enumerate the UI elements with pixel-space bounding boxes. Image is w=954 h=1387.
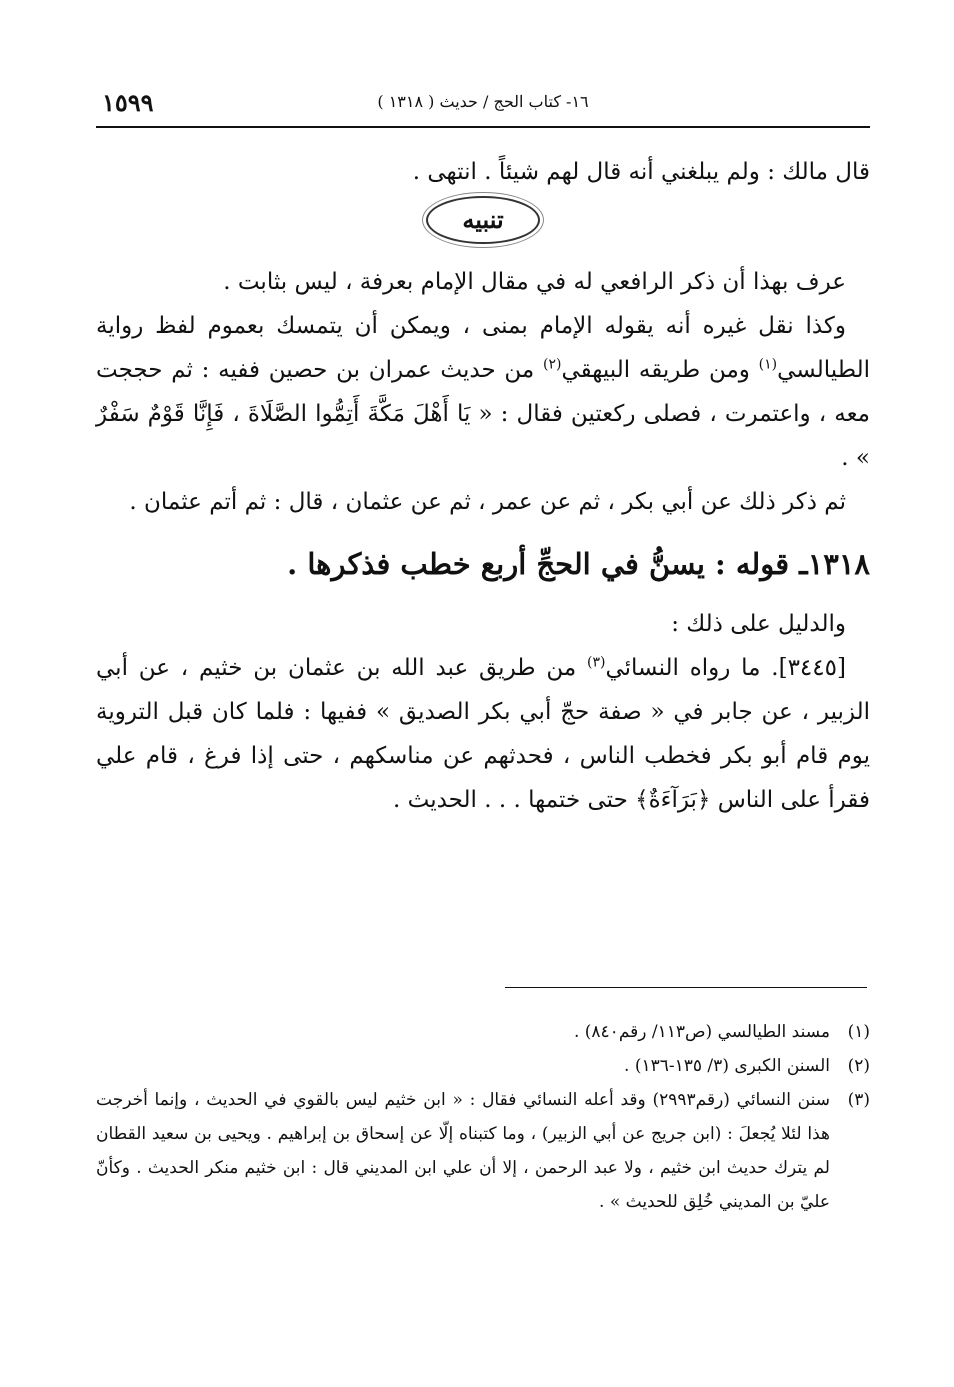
paragraph-text: من حديث عمران بن حصين ففيه : ثم حججت معه ، واعتمرت ، فصلى ركعتين فقال : « يَا أَهْلَ مَكَّةَ أَتِمُّوا الصَّلَاةَ ، فَإِنَّا قَوْمٌ سَفْرٌ » . bbox=[96, 357, 870, 471]
footnote-divider bbox=[505, 987, 867, 988]
footnote-3 bbox=[96, 1083, 870, 1219]
footnote-ref-1: (١) bbox=[758, 356, 778, 373]
notice-paragraph: عرف بهذا أن ذكر الرافعي له في مقال الإمام بعرفة ، ليس بثابت . bbox=[223, 269, 846, 295]
footnote-number: (٢) bbox=[847, 1056, 870, 1076]
section-heading: ١٣١٨ـ قوله : يسنُّ في الحجِّ أربع خطب فذكرها . bbox=[287, 547, 870, 581]
footnote-text: السنن الكبرى (٣/ ١٣٥-١٣٦) . bbox=[624, 1056, 830, 1076]
hadith-paragraph bbox=[96, 646, 870, 822]
footnote-text: مسند الطيالسي (ص١١٣/ رقم٨٤٠) . bbox=[573, 1022, 830, 1042]
page-number: ١٥٩٩ bbox=[102, 88, 154, 117]
running-title: ١٦- كتاب الحج / حديث ( ١٣١٨ ) bbox=[377, 92, 589, 111]
evidence-intro: والدليل على ذلك : bbox=[671, 611, 846, 637]
uthman-paragraph: ثم ذكر ذلك عن أبي بكر ، ثم عن عمر ، ثم عن عثمان ، قال : ثم أتم عثمان . bbox=[129, 489, 846, 515]
notice-ornament bbox=[96, 196, 870, 254]
notice-label: تنبيه bbox=[426, 196, 539, 244]
footnote-number: (١) bbox=[847, 1022, 870, 1042]
footnote-ref-2: (٢) bbox=[542, 356, 562, 373]
paragraph-text: ومن طريقه البيهقي bbox=[561, 357, 759, 383]
page-header bbox=[96, 82, 870, 128]
footnote-ref-3: (٣) bbox=[587, 654, 606, 671]
main-text bbox=[96, 150, 870, 822]
footnote-text: سنن النسائي (رقم٢٩٩٣) وقد أعله النسائي فقال : « ابن خثيم ليس بالقوي في الحديث ، وإنما أخرجت هذا لئلا يُجعلَ : (ابن جريج عن أبي الزبير) ، وما كتبناه إلّا عن إسحاق بن إبراهيم . ويحيى بن سعيد القطان لم يترك حديث ابن خثيم ، ولا عبد الرحمن ، إلا أن علي ابن المديني قال : ابن خثيم منكر الحديث . وكأنّ عليّ بن المديني خُلِق للحديث » . bbox=[96, 1090, 830, 1212]
tayalisi-paragraph bbox=[96, 304, 870, 480]
footnote-1 bbox=[96, 1015, 870, 1049]
footnote-number: (٣) bbox=[847, 1090, 870, 1110]
footnote-2 bbox=[96, 1049, 870, 1083]
paragraph-text: وكذا نقل غيره أنه يقوله الإمام بمنى ، ويمكن أن يتمسك بعموم لفظ رواية الطيالسي bbox=[96, 313, 870, 383]
malik-quote: قال مالك : ولم يبلغني أنه قال لهم شيئاً . انتهى . bbox=[412, 159, 870, 185]
footnotes bbox=[96, 1015, 870, 1219]
hadith-number-text: [٣٤٤٥]. ما رواه النسائي bbox=[605, 655, 846, 681]
paragraph-text: من طريق عبد الله بن عثمان بن خثيم ، عن أبي الزبير ، عن جابر في « صفة حجّ أبي بكر الصديق » ففيها : فلما كان قبل التروية يوم قام أبو بكر فخطب الناس ، فحدثهم عن مناسكهم ، حتى إذا فرغ ، قام علي فقرأ على الناس ﴿بَرَآءَةٌ﴾ حتى ختمها . . . الحديث . bbox=[96, 655, 870, 813]
